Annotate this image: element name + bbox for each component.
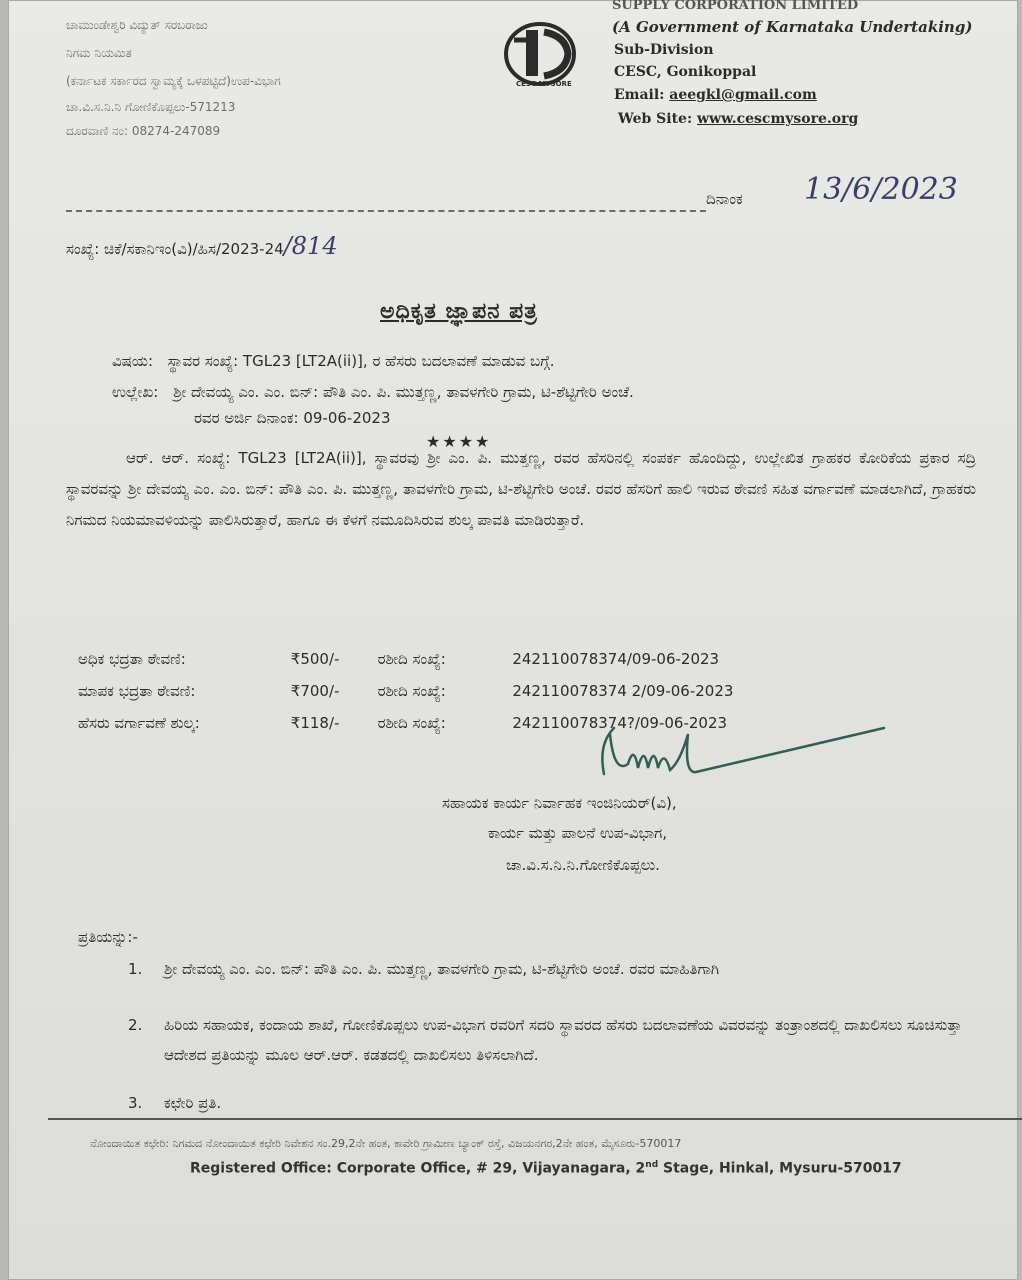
ulekha-text: ಶ್ರೀ ದೇವಯ್ಯ ಎಂ. ಎಂ. ಬಿನ್: ಪೌತಿ ಎಂ. ಪಿ. ಮುತ್ತಣ್ಣ, ತಾವಳಗೇರಿ ಗ್ರಾಮ, ಟಿ-ಶೆಟ್ಟಿಗೇರಿ ಅಂಚೆ. xyxy=(173,383,634,401)
header-left-line-2: ನಿಗಮ ನಿಯಮಿತ xyxy=(66,46,132,60)
copy-item-number: 1. xyxy=(128,960,143,978)
reference-number xyxy=(66,232,338,260)
copy-item-number: 2. xyxy=(128,1016,143,1034)
header-right-line-2: (A Government of Karnataka Undertaking) xyxy=(612,18,973,36)
fee-amount: ₹500/- xyxy=(290,650,340,668)
copy-item-text: ಕಛೇರಿ ಪ್ರತಿ. xyxy=(164,1094,222,1112)
header-left-line-4: ಚಾ.ವಿ.ಸ.ನಿ.ನಿ ಗೋಣಿಕೊಪ್ಪಲು-571213 xyxy=(66,100,236,114)
header-right-line-1: SUPPLY CORPORATION LIMITED xyxy=(612,0,859,13)
fee-row xyxy=(78,682,733,700)
copy-item xyxy=(128,1088,988,1118)
website-value[interactable]: www.cescmysore.org xyxy=(697,111,859,127)
ulekha-line-2: ರವರ ಅರ್ಜಿ ದಿನಾಂಕ: 09-06-2023 xyxy=(194,409,391,427)
fee-label: ಹೆಸರು ವರ್ಗಾವಣೆ ಶುಲ್ಕ: xyxy=(78,714,200,732)
email-label: Email: xyxy=(614,87,665,103)
copy-item-text: ಹಿರಿಯ ಸಹಾಯಕ, ಕಂದಾಯ ಶಾಖೆ, ಗೋಣಿಕೊಪ್ಪಲು ಉಪ-ವಿಭಾಗ ರವರಿಗೆ ಸದರಿ ಸ್ಥಾವರದ ಹೆಸರು ಬದಲಾವಣೆಯ ವಿವರವನ್ನು ತಂತ್ರಾಂಶದಲ್ಲಿ ದಾಖಲಿಸಲು ಸೂಚಿಸುತ್ತಾ ಆದೇಶದ ಪ್ರತಿಯನ್ನು ಮೂಲ ಆರ್.ಆರ್. ಕಡತದಲ್ಲಿ ದಾಖಲಿಸಲು ತಿಳಿಸಲಾಗಿದೆ. xyxy=(164,1016,962,1064)
receipt-number: 242110078374/09-06-2023 xyxy=(512,650,720,668)
subject-text: ಸ್ಥಾವರ ಸಂಖ್ಯೆ: TGL23 [LT2A(ii)], ರ ಹೆಸರು ಬದಲಾವಣೆ ಮಾಡುವ ಬಗ್ಗೆ. xyxy=(167,352,555,370)
body-paragraph: ಆರ್. ಆರ್. ಸಂಖ್ಯೆ: TGL23 [LT2A(ii)], ಸ್ಥಾವರವು ಶ್ರೀ ಎಂ. ಪಿ. ಮುತ್ತಣ್ಣ, ರವರ ಹೆಸರಿನಲ್ಲಿ ಸಂಪರ್ಕ ಹೊಂದಿದ್ದು, ಉಲ್ಲೇಖಿತ ಗ್ರಾಹಕರ ಕೋರಿಕೆಯ ಪ್ರಕಾರ ಸದ್ರಿ ಸ್ಥಾವರವನ್ನು ಶ್ರೀ ದೇವಯ್ಯ ಎಂ. ಎಂ. ಬಿನ್: ಪೌತಿ ಎಂ. ಪಿ. ಮುತ್ತಣ್ಣ, ತಾವಳಗೇರಿ ಗ್ರಾಮ, ಟಿ-ಶೆಟ್ಟಿಗೇರಿ ಅಂಚೆ. ರವರ ಹೆಸರಿಗೆ ಹಾಲಿ ಇರುವ ಠೇವಣಿ ಸಹಿತ ವರ್ಗಾವಣೆ ಮಾಡಲಾಗಿದೆ, ಗ್ರಾಹಕರು ನಿಗಮದ ನಿಯಮಾವಳಿಯನ್ನು ಪಾಲಿಸಿರುತ್ತಾರೆ, ಹಾಗೂ ಈ ಕೆಳಗೆ ನಮೂದಿಸಿರುವ ಶುಲ್ಕ ಪಾವತಿ ಮಾಡಿರುತ್ತಾರೆ. xyxy=(66,449,976,529)
copy-item-text: ಶ್ರೀ ದೇವಯ್ಯ ಎಂ. ಎಂ. ಬಿನ್: ಪೌತಿ ಎಂ. ಪಿ. ಮುತ್ತಣ್ಣ, ತಾವಳಗೇರಿ ಗ್ರಾಮ, ಟಿ-ಶೆಟ್ಟಿಗೇರಿ ಅಂಚೆ. ರವರ ಮಾಹಿತಿಗಾಗಿ xyxy=(164,960,720,978)
header-left-line-1: ಚಾಮುಂಡೇಶ್ವರಿ ವಿದ್ಯುತ್ ಸರಬರಾಜು xyxy=(66,18,208,32)
reference-number-handwritten: /814 xyxy=(283,232,338,260)
reference-number-printed: ಸಂಖ್ಯೆ: ಚಿಕೆ/ಸಕಾನಿಇಂ(ವಿ)/ಹಿಸ/2023-24 xyxy=(66,240,284,258)
fee-label: ಅಧಿಕ ಭದ್ರತಾ ಠೇವಣಿ: xyxy=(78,650,186,668)
copy-item xyxy=(128,954,988,984)
signature xyxy=(584,714,904,794)
date-label: ದಿನಾಂಕ xyxy=(706,190,743,208)
receipt-label: ರಶೀದಿ ಸಂಖ್ಯೆ: xyxy=(377,714,446,732)
header-right-line-4: CESC, Gonikoppal xyxy=(614,64,757,80)
footer-rule xyxy=(48,1118,1022,1120)
subject-label: ವಿಷಯ: xyxy=(112,352,153,370)
signatory-line-1: ಸಹಾಯಕ ಕಾರ್ಯ ನಿರ್ವಾಹಕ ಇಂಜಿನಿಯರ್(ವಿ), xyxy=(442,794,677,812)
footer-english-sup: nd xyxy=(645,1160,659,1170)
email-line xyxy=(614,87,817,103)
fee-label: ಮಾಪಕ ಭದ್ರತಾ ಠೇವಣಿ: xyxy=(78,682,196,700)
header-separator xyxy=(66,210,706,212)
letter-page xyxy=(8,0,1018,1280)
signatory-line-2: ಕಾರ್ಯ ಮತ್ತು ಪಾಲನೆ ಉಪ-ವಿಭಾಗ, xyxy=(488,824,668,842)
receipt-number: 242110078374?/09-06-2023 xyxy=(512,714,728,732)
header-right-line-3: Sub-Division xyxy=(614,42,714,58)
subject-line xyxy=(112,349,555,373)
copy-item xyxy=(128,1010,988,1070)
header-left-line-5: ದೂರವಾಣಿ ನಂ: 08274-247089 xyxy=(66,124,221,138)
fee-amount: ₹700/- xyxy=(290,682,340,700)
cesc-logo xyxy=(492,18,588,96)
footer-english-prefix: Registered Office: Corporate Office, # 29, Vijayanagara, 2 xyxy=(190,1160,646,1177)
copies-heading: ಪ್ರತಿಯನ್ನು:- xyxy=(78,928,138,946)
footer-english xyxy=(190,1160,902,1177)
footer-english-suffix: Stage, Hinkal, Mysuru-570017 xyxy=(658,1160,902,1177)
email-value[interactable]: aeegkl@gmail.com xyxy=(669,87,817,103)
separator-stars: ★★★★ xyxy=(426,432,492,451)
fee-row xyxy=(78,650,719,668)
footer-kannada: ನೋಂದಾಯಿತ ಕಛೇರಿ: ನಿಗಮದ ನೋಂದಾಯಿತ ಕಛೇರಿ ನಿವೇಶನ ಸಂ.29,2ನೇ ಹಂತ, ಕಾವೇರಿ ಗ್ರಾಮೀಣ ಬ್ಯಾಂಕ್ ರಸ್ತೆ, ವಿಜಯನಗರ,2ನೇ ಹಂತ, ಮೈಸೂರು-570017 xyxy=(90,1137,682,1150)
website-line xyxy=(618,111,858,127)
date-handwritten: 13/6/2023 xyxy=(804,172,958,207)
ulekha-label: ಉಲ್ಲೇಖ: xyxy=(112,383,159,401)
signatory-line-3: ಚಾ.ವಿ.ಸ.ನಿ.ನಿ.ಗೋಣಿಕೊಪ್ಪಲು. xyxy=(506,856,660,874)
header-left-line-3: (ಕರ್ನಾಟಕ ಸರ್ಕಾರದ ಸ್ವಾಮ್ಯಕ್ಕೆ ಒಳಪಟ್ಟಿದೆ)ಉಪ-ವಿಭಾಗ xyxy=(66,74,281,88)
receipt-number: 242110078374 2/09-06-2023 xyxy=(512,682,734,700)
receipt-label: ರಶೀದಿ ಸಂಖ್ಯೆ: xyxy=(377,650,446,668)
copy-item-number: 3. xyxy=(128,1094,143,1112)
fee-amount: ₹118/- xyxy=(290,714,340,732)
logo-text: CESC MYSORE xyxy=(516,80,572,88)
receipt-label: ರಶೀದಿ ಸಂಖ್ಯೆ: xyxy=(377,682,446,700)
memo-title: ಅಧಿಕೃತ ಜ್ಞಾಪನ ಪತ್ರ xyxy=(380,299,538,324)
ulekha-line-1 xyxy=(112,380,634,404)
website-label: Web Site: xyxy=(618,111,693,127)
